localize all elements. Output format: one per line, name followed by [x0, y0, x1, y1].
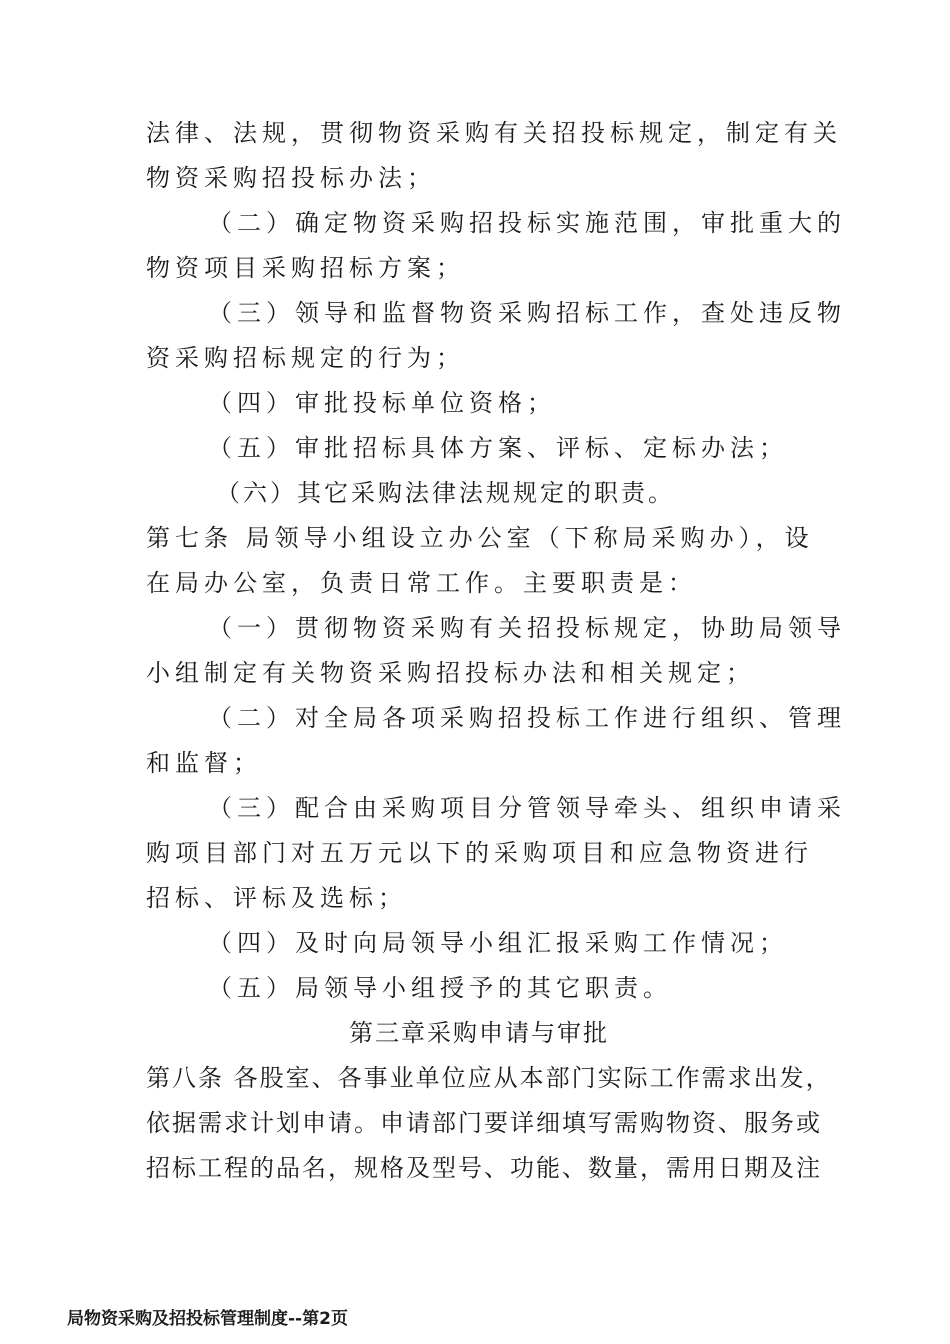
text-line: （二）确定物资采购招投标实施范围，审批重大的: [208, 209, 846, 237]
text-line: （二）对全局各项采购招投标工作进行组织、管理: [208, 704, 846, 732]
chapter-heading: 第三章采购申请与审批: [349, 1019, 609, 1047]
text-line: 和监督；: [146, 749, 262, 777]
text-line: 第七条 局领导小组设立办公室（下称局采购办），设: [146, 524, 814, 552]
text-line: （四）审批投标单位资格；: [208, 389, 556, 417]
text-line: 法律、法规，贯彻物资采购有关招投标规定，制定有关: [146, 119, 842, 147]
text-line: 招标工程的品名，规格及型号、功能、数量，需用日期及注: [146, 1154, 822, 1182]
text-line: 招标、评标及选标；: [146, 884, 407, 912]
text-line: 依据需求计划申请。申请部门要详细填写需购物资、服务或: [146, 1109, 822, 1137]
text-line: （六）其它采购法律法规规定的职责。: [216, 479, 675, 507]
text-line: 物资采购招投标办法；: [146, 164, 436, 192]
text-line: 第八条 各股室、各事业单位应从本部门实际工作需求出发，: [146, 1064, 832, 1092]
text-line: （五）审批招标具体方案、评标、定标办法；: [208, 434, 788, 462]
text-line: （五）局领导小组授予的其它职责。: [208, 974, 672, 1002]
text-line: 资采购招标规定的行为；: [146, 344, 465, 372]
page-footer: 局物资采购及招投标管理制度--第2页: [67, 1309, 348, 1329]
text-line: 购项目部门对五万元以下的采购项目和应急物资进行: [146, 839, 813, 867]
text-line: 在局办公室，负责日常工作。主要职责是：: [146, 569, 697, 597]
text-line: 物资项目采购招标方案；: [146, 254, 465, 282]
text-line: （三）领导和监督物资采购招标工作，查处违反物: [208, 299, 846, 327]
text-line: 小组制定有关物资采购招投标办法和相关规定；: [146, 659, 755, 687]
text-line: （四）及时向局领导小组汇报采购工作情况；: [208, 929, 788, 957]
text-line: （一）贯彻物资采购有关招投标规定，协助局领导: [208, 614, 846, 642]
text-line: （三）配合由采购项目分管领导牵头、组织申请采: [208, 794, 846, 822]
